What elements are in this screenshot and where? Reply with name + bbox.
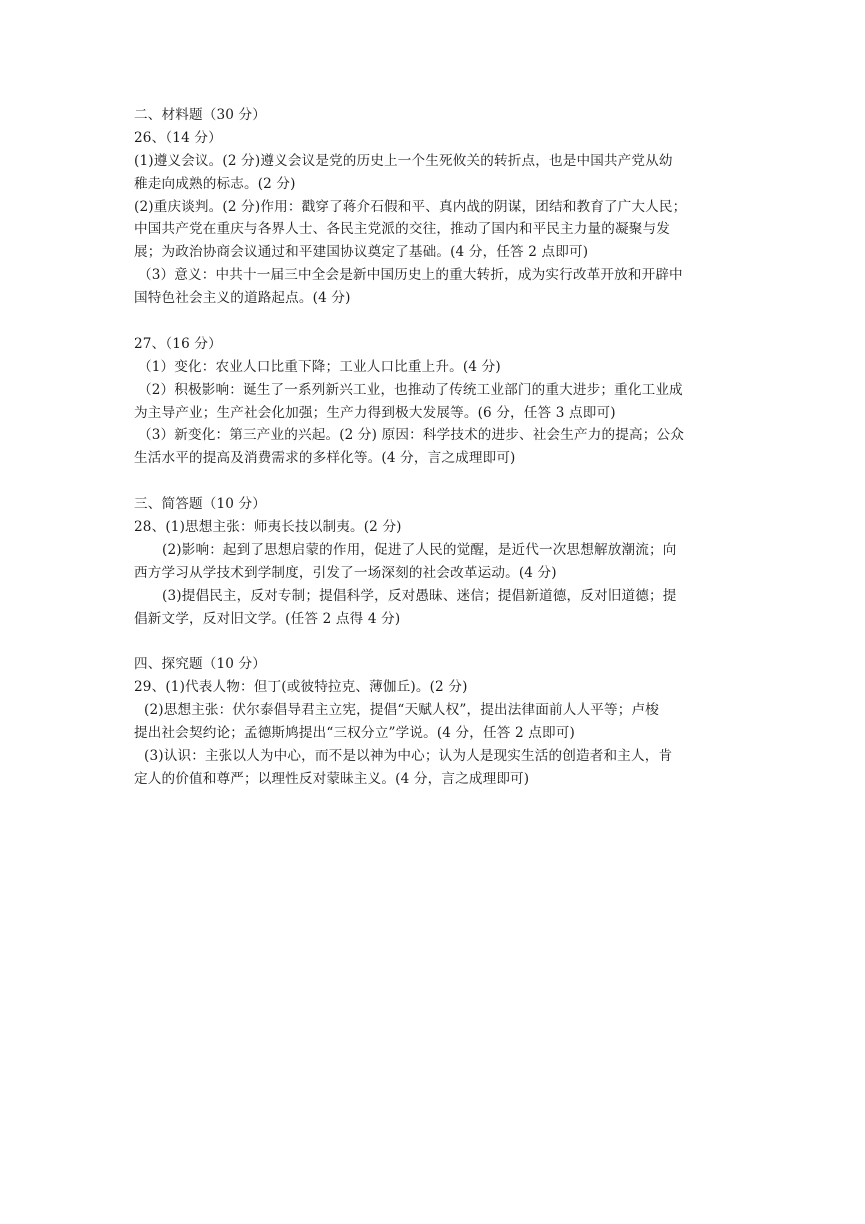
text-line: (2)重庆谈判。(2 分)作用：戳穿了蒋介石假和平、真内战的阴谋，团结和教育了广大人民；	[134, 198, 687, 215]
section-s27	[134, 333, 734, 470]
section-heading-line: 27、（16 分）	[134, 335, 222, 352]
text-line: （1）变化：农业人口比重下降；工业人口比重上升。(4 分)	[138, 358, 501, 375]
text-line: 中国共产党在重庆与各界人士、各民主党派的交往，推动了国内和平民主力量的凝聚与发	[134, 221, 671, 238]
section-heading-line: 三、简答题（10 分）	[134, 496, 267, 513]
text-line: 定人的价值和尊严；以理性反对蒙昧主义。(4 分，言之成理即可)	[134, 770, 530, 787]
text-line: （3）意义：中共十一届三中全会是新中国历史上的重大转折，成为实行改革开放和开辟中	[138, 267, 683, 284]
text-line: (2)思想主张：伏尔泰倡导君主立宪，提倡“天赋人权”，提出法律面前人人平等；卢梭	[144, 702, 659, 719]
text-line: (2)影响：起到了思想启蒙的作用，促进了人民的觉醒，是近代一次思想解放潮流；向	[162, 541, 677, 558]
text-line: 国特色社会主义的道路起点。(4 分)	[134, 290, 351, 307]
blank-line	[134, 470, 734, 493]
text-line: （2）积极影响：诞生了一系列新兴工业，也推动了传统工业部门的重大进步；重化工业成	[138, 381, 683, 398]
blank-line	[134, 310, 734, 333]
section-heading-line: 二、材料题（30 分）	[134, 107, 267, 123]
text-line: 稚走向成熟的标志。(2 分)	[134, 175, 296, 192]
text-line: 倡新文学，反对旧文学。(任答 2 点得 4 分)	[134, 610, 401, 627]
text-line: (3)认识：主张以人为中心，而不是以神为中心；认为人是现实生活的创造者和主人，肯	[144, 747, 673, 764]
text-line: 提出社会契约论；孟德斯鸠提出“三权分立”学说。(4 分，任答 2 点即可)	[134, 725, 575, 742]
section-s4	[134, 653, 734, 790]
text-line: 28、(1)思想主张：师夷长技以制夷。(2 分)	[134, 519, 402, 536]
section-s3	[134, 493, 734, 630]
text-line: 展；为政治协商会议通过和平建国协议奠定了基础。(4 分，任答 2 点即可)	[134, 244, 589, 261]
text-line: 西方学习从学技术到学制度，引发了一场深刻的社会改革运动。(4 分)	[134, 564, 557, 581]
text-line: (3)提倡民主，反对专制；提倡科学，反对愚昧、迷信；提倡新道德，反对旧道德；提	[162, 587, 677, 604]
blank-line	[134, 630, 734, 653]
text-line: 生活水平的提高及消费需求的多样化等。(4 分，言之成理即可)	[134, 450, 516, 467]
answer-sheet	[134, 104, 734, 791]
text-line: 29、(1)代表人物：但丁(或彼特拉克、薄伽丘)。(2 分)	[134, 679, 468, 696]
text-line: 为主导产业；生产社会化加强；生产力得到极大发展等。(6 分，任答 3 点即可)	[134, 404, 616, 421]
section-heading-line: 四、探究题（10 分）	[134, 656, 267, 673]
text-line: 26、（14 分）	[134, 129, 222, 146]
section-s2	[134, 104, 734, 310]
text-line: (1)遵义会议。(2 分)遵义会议是党的历史上一个生死攸关的转折点，也是中国共产党从幼	[134, 152, 673, 169]
text-line: （3）新变化：第三产业的兴起。(2 分) 原因：科学技术的进步、社会生产力的提高；公众	[138, 427, 684, 444]
